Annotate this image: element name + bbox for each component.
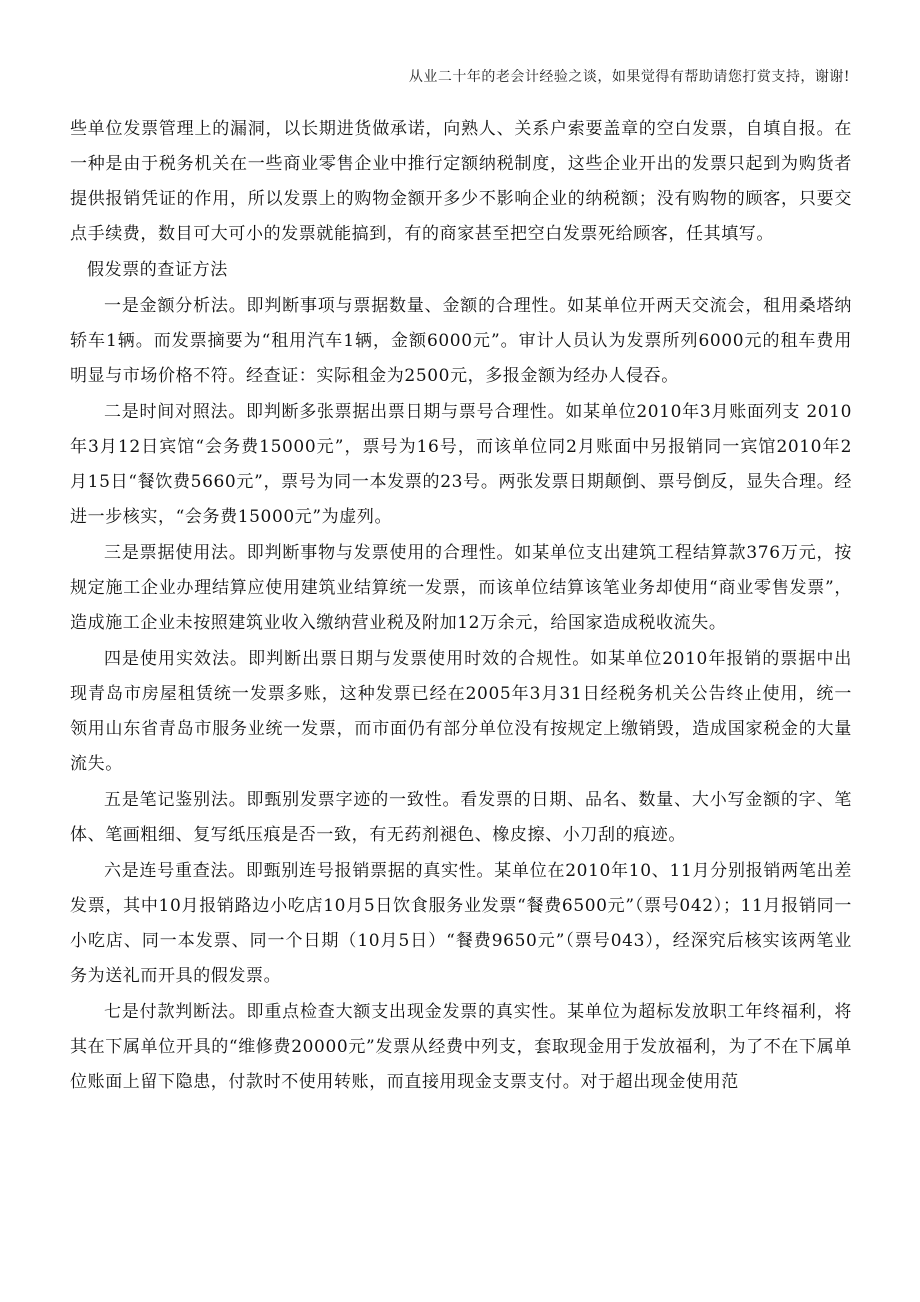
method-paragraph-1: 一是金额分析法。即判断事项与票据数量、金额的合理性。如某单位开两天交流会，租用桑塔纳轿车1辆。而发票摘要为“租用汽车1辆，金额6000元”。审计人员认为发票所列6000元的租车费用明显与市场价格不符。经查证：实际租金为2500元，多报金额为经办人侵吞。: [70, 296, 852, 386]
section-heading: 假发票的查证方法: [87, 260, 228, 280]
intro-paragraph: 些单位发票管理上的漏洞，以长期进货做承诺，向熟人、关系户索要盖章的空白发票，自填自报。在一种是由于税务机关在一些商业零售企业中推行定额纳税制度，这些企业开出的发票只起到为购货者提供报销凭证的作用，所以发票上的购物金额开多少不影响企业的纳税额；没有购物的顾客，只要交点手续费，数目可大可小的发票就能搞到，有的商家甚至把空白发票死给顾客，任其填写。: [70, 119, 852, 244]
method-paragraph-6: 六是连号重查法。即甄别连号报销票据的真实性。某单位在2010年10、11月分别报销两笔出差发票，其中10月报销路边小吃店10月5日饮食服务业发票“餐费6500元”（票号042）；11月报销同一小吃店、同一本发票、同一个日期（10月5日）“餐费9650元”（票号043），经深究后核实该两笔业务为送礼而开具的假发票。: [70, 861, 852, 986]
document-body: [70, 112, 852, 1101]
method-paragraph-2: 二是时间对照法。即判断多张票据出票日期与票号合理性。如某单位2010年3月账面列支 2010年3月12日宾馆“会务费15000元”，票号为16号，而该单位同2月账面中另报销同一宾馆2010年2月15日“餐饮费5660元”，票号为同一本发票的23号。两张发票日期颠倒、票号倒反，显失合理。经进一步核实，“会务费15000元”为虚列。: [70, 402, 852, 527]
method-paragraph-7: 七是付款判断法。即重点检查大额支出现金发票的真实性。某单位为超标发放职工年终福利，将其在下属单位开具的“维修费20000元”发票从经费中列支，套取现金用于发放福利，为了不在下属单位账面上留下隐患，付款时不使用转账，而直接用现金支票支付。对于超出现金使用范: [70, 1002, 852, 1092]
method-paragraph-3: 三是票据使用法。即判断事物与发票使用的合理性。如某单位支出建筑工程结算款376万元，按规定施工企业办理结算应使用建筑业结算统一发票，而该单位结算该笔业务却使用“商业零售发票”，造成施工企业未按照建筑业收入缴纳营业税及附加12万余元，给国家造成税收流失。: [70, 543, 852, 633]
method-paragraph-4: 四是使用实效法。即判断出票日期与发票使用时效的合规性。如某单位2010年报销的票据中出现青岛市房屋租赁统一发票多账，这种发票已经在2005年3月31日经税务机关公告终止使用，统一领用山东省青岛市服务业统一发票，而市面仍有部分单位没有按规定上缴销毁，造成国家税金的大量流失。: [70, 649, 852, 774]
header-note: 从业二十年的老会计经验之谈，如果觉得有帮助请您打赏支持，谢谢!: [408, 69, 850, 85]
method-paragraph-5: 五是笔记鉴别法。即甄别发票字迹的一致性。看发票的日期、品名、数量、大小写金额的字、笔体、笔画粗细、复写纸压痕是否一致，有无药剂褪色、橡皮擦、小刀刮的痕迹。: [70, 790, 852, 845]
